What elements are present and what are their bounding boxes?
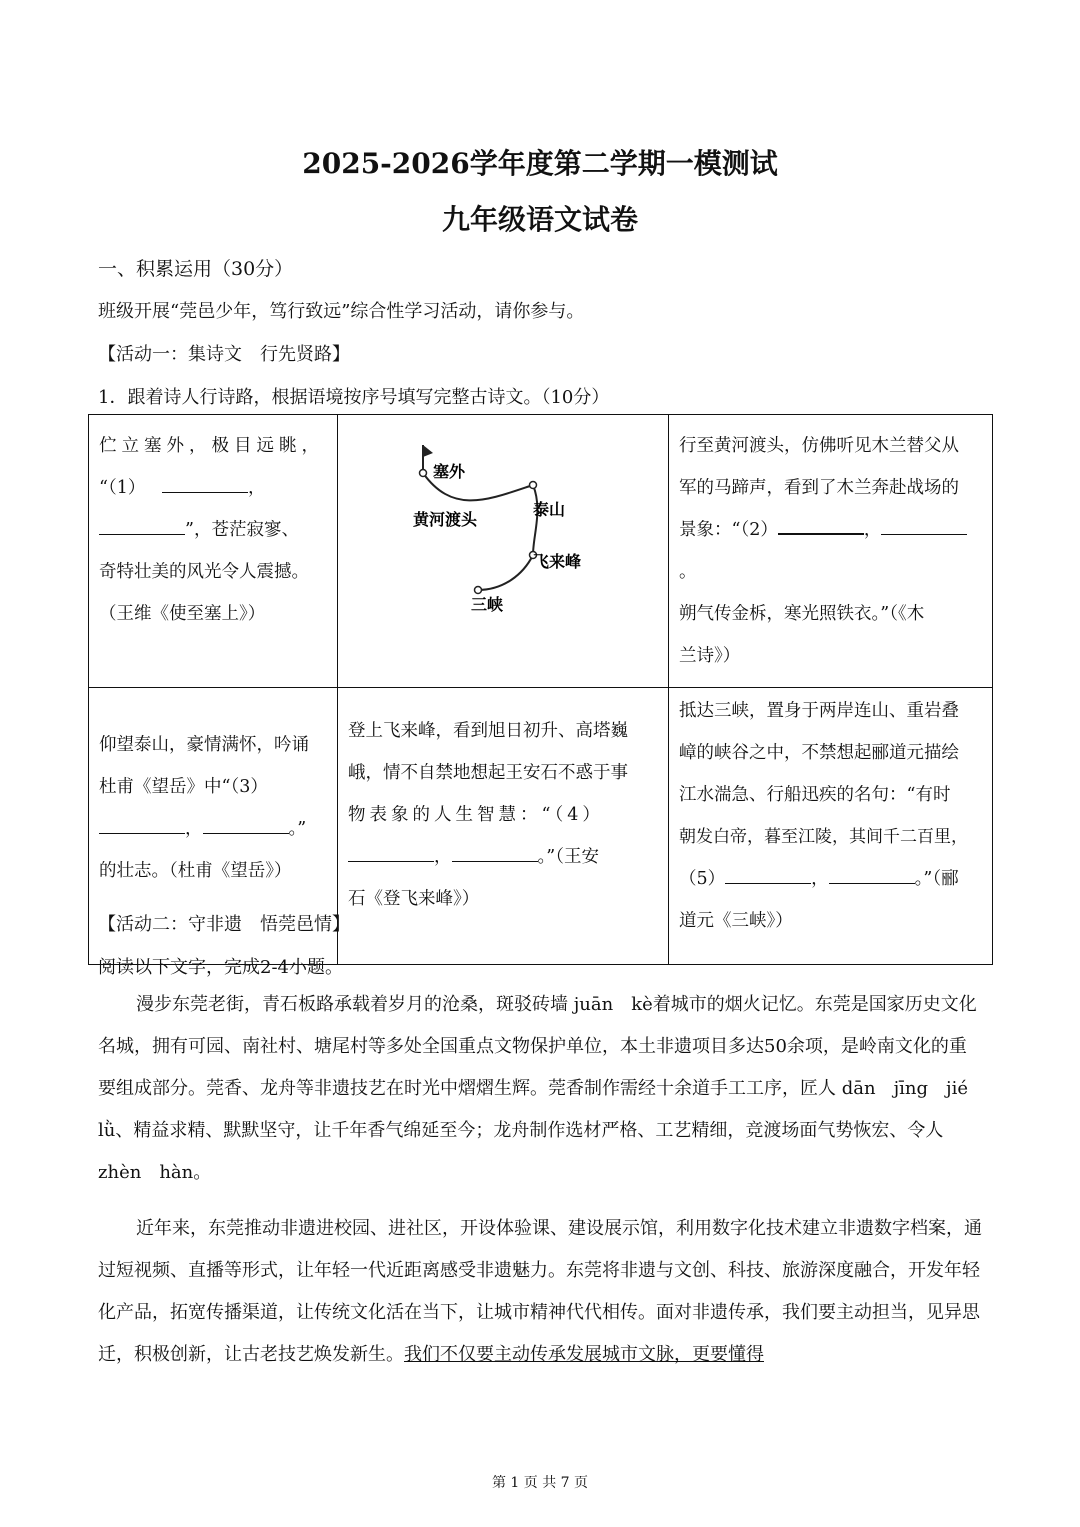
map-label-sanxia: 三峡 xyxy=(471,595,504,614)
exam-title: 2025-2026学年度第二学期一模测试 xyxy=(302,147,778,180)
map-label-feilai: 飞来峰 xyxy=(533,552,582,571)
section-heading: 一、积累运用（30分） xyxy=(98,258,294,280)
answer-blank-3b[interactable] xyxy=(203,814,289,834)
answer-blank-4b[interactable] xyxy=(452,842,538,862)
activity-two-heading: 【活动二：守非遗 悟莞邑情】 xyxy=(98,914,350,935)
map-label-taishan: 泰山 xyxy=(533,500,566,519)
underlined-sentence: 我们不仅要主动传承发展城市文脉，更要懂得 xyxy=(404,1344,764,1365)
reading-passage xyxy=(98,984,987,1376)
answer-blank-4a[interactable] xyxy=(348,842,434,862)
map-node-taishan xyxy=(530,482,537,489)
cell-mulan: 行至黄河渡头，仿佛听见木兰替父从 军的马蹄声，看到了木兰奔赴战场的 景象：“（2） ，。 朔气传金柝，寒光照铁衣。”（《木 兰诗》） xyxy=(669,415,993,688)
activity-one-heading: 【活动一：集诗文 行先贤路】 xyxy=(98,344,350,365)
answer-blank-2a[interactable] xyxy=(778,514,864,535)
answer-blank-1a[interactable] xyxy=(162,473,248,493)
answer-blank-2b[interactable] xyxy=(881,515,967,535)
answer-blank-1b[interactable] xyxy=(99,515,185,535)
answer-blank-5b[interactable] xyxy=(829,864,915,884)
passage-paragraph-2: 近年来，东莞推动非遗进校园、进社区，开设体验课、建设展示馆，利用数字化技术建立非遗数字档案，通过短视频、直播等形式，让年轻一代近距离感受非遗魅力。东莞将非遗与文创、科技、旅游深度融合，开发年轻化产品，拓宽传播渠道，让传统文化活在当下，让城市精神代代相传。面对非遗传承，我们要主动担当，见异思迁，积极创新，让古老技艺焕发新生。我们不仅要主动传承发展城市文脉，更要懂得 xyxy=(98,1218,982,1365)
route-path xyxy=(423,473,537,590)
cell-wanganshi: 登上飞来峰，看到旭日初升、高塔巍 峨，情不自禁地想起王安石不惑于事 物表象的人生智慧：“（4） ， 。”（王安 石《登飞来峰》） xyxy=(338,688,669,965)
cell-wangwei: 伫立塞外，极目远眺， “（1） ， ”，苍茫寂寥、 奇特壮美的风光令人震撼。 （王维《使至塞上》） xyxy=(89,415,338,688)
poetry-table xyxy=(88,414,993,965)
passage-paragraph-1: 漫步东莞老街，青石板路承载着岁月的沧桑，斑驳砖墙 juān kè着城市的烟火记忆。东莞是国家历史文化名城，拥有可园、南社村、塘尾村等多处全国重点文物保护单位，本土非遗项目多达50余项，是岭南文化的重要组成部分。莞香、龙舟等非遗技艺在时光中熠熠生辉。莞香制作需经十余道手工工序，匠人 dān jīng jié lǜ、精益求精、默默坚守，让千年香气绵延至今；龙舟制作选材严格、工艺精细，竞渡场面气势恢宏、令人 zhèn hàn。 xyxy=(98,994,987,1183)
route-map xyxy=(383,425,623,615)
map-label-huanghe: 黄河渡头 xyxy=(413,510,478,529)
cell-dufu: 仰望泰山，豪情满怀，吟诵 杜甫《望岳》中“（3） ， 。” 的壮志。（杜甫《望岳》） xyxy=(89,688,338,965)
exam-subtitle: 九年级语文试卷 xyxy=(441,203,638,236)
route-map-cell xyxy=(338,415,669,688)
reading-instruction: 阅读以下文字，完成2-4小题。 xyxy=(98,957,343,978)
map-node-sanxia xyxy=(475,587,482,594)
question-one: 1．跟着诗人行诗路，根据语境按序号填写完整古诗文。（10分） xyxy=(98,387,610,408)
page-footer: 第 1 页 共 7 页 xyxy=(491,1475,589,1491)
cell-lidaoyuan: 抵达三峡，置身于两岸连山、重岩叠 嶂的峡谷之中，不禁想起郦道元描绘 江水湍急、行船迅疾的名句：“有时 朝发白帝，暮至江陵，其间千二百里， （5） ， 。”（郦 道元《三峡》） xyxy=(669,688,993,965)
answer-blank-3a[interactable] xyxy=(99,814,185,834)
intro-text: 班级开展“莞邑少年，笃行致远”综合性学习活动，请你参与。 xyxy=(98,301,585,322)
answer-blank-5a[interactable] xyxy=(725,864,811,884)
map-node-saiwai xyxy=(420,470,427,477)
map-label-saiwai: 塞外 xyxy=(433,462,466,481)
flag-icon xyxy=(423,445,433,457)
